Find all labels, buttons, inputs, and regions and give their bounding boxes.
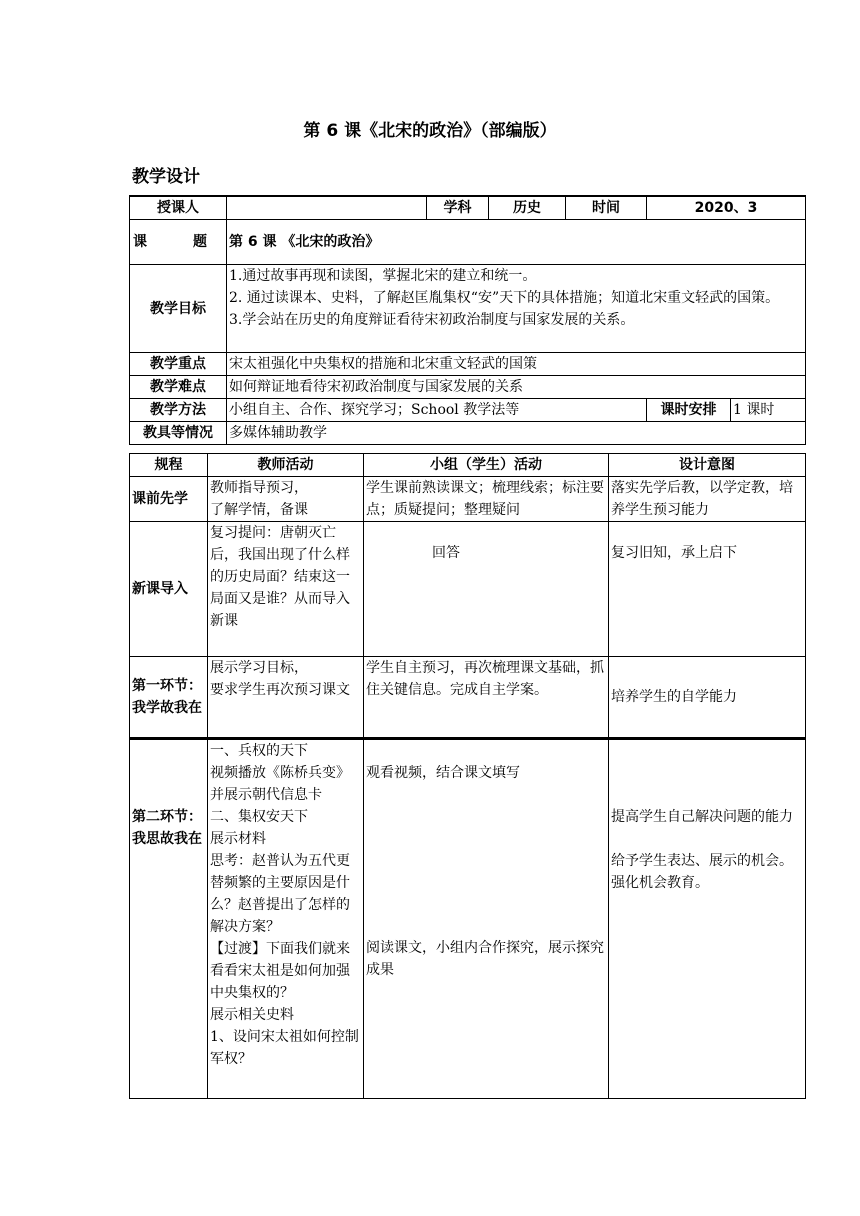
design-intent	[609, 739, 806, 1099]
teacher-activity: 复习提问：唐朝灭亡后，我国出现了什么样的历史局面？结束这一局面又是谁？从而导入新课	[208, 522, 364, 657]
document-subtitle: 教学设计	[132, 167, 200, 187]
topic-value: 第 6 课 《北宋的政治》	[227, 220, 806, 265]
design-intent-ability: 提高学生自己解决问题的能力	[611, 809, 793, 825]
student-activity-explore: 阅读课文，小组内合作探究，展示探究成果	[366, 940, 604, 978]
process-header: 规程	[130, 454, 208, 477]
stage-label: 第一环节：我学故我在	[130, 657, 208, 739]
teacher-activity: 教师指导预习， 了解学情，备课	[208, 477, 364, 522]
process-header: 教师活动	[208, 454, 364, 477]
design-intent: 落实先学后教，以学定教，培养学生预习能力	[609, 477, 806, 522]
difficulty-label: 教学难点	[130, 376, 227, 399]
subject-label: 学科	[427, 196, 489, 220]
key-value: 宋太祖强化中央集权的措施和北宋重文轻武的国策	[227, 353, 806, 376]
process-header: 设计意图	[609, 454, 806, 477]
tools-label: 教具等情况	[130, 422, 227, 445]
method-label: 教学方法	[130, 399, 227, 422]
stage-label: 课前先学	[130, 477, 208, 522]
teaching-process-table	[129, 453, 806, 1099]
stage-label: 第二环节：我思故我在	[130, 739, 208, 1099]
teacher-label: 授课人	[130, 196, 227, 220]
design-intent: 复习旧知，承上启下	[609, 522, 806, 657]
subject-value: 历史	[489, 196, 566, 220]
time-label: 时间	[566, 196, 647, 220]
goals-label: 教学目标	[130, 265, 227, 353]
design-intent-expression: 给予学生表达、展示的机会。强化机会教育。	[611, 853, 793, 891]
student-activity-video: 观看视频，结合课文填写	[366, 765, 520, 781]
student-activity	[364, 739, 609, 1099]
student-activity: 回答	[364, 522, 609, 657]
table-row	[130, 739, 806, 1099]
time-value: 2020、3	[647, 196, 806, 220]
page-title: 第 6 课《北宋的政治》（部编版）	[303, 121, 557, 141]
goal-item: 2. 通过读课本、史料，了解赵匡胤集权“安”天下的具体措施；知道北宋重文轻武的国策。	[229, 290, 780, 306]
method-value: 小组自主、合作、探究学习；School 教学法等	[227, 399, 647, 422]
table-row	[130, 522, 806, 657]
lesson-info-table	[129, 195, 806, 445]
hours-value: 1 课时	[731, 399, 806, 422]
student-activity: 学生课前熟读课文；梳理线索；标注要点；质疑提问；整理疑问	[364, 477, 609, 522]
table-row	[130, 477, 806, 522]
key-label: 教学重点	[130, 353, 227, 376]
hours-label: 课时安排	[647, 399, 731, 422]
goal-item: 3.学会站在历史的角度辩证看待宋初政治制度与国家发展的关系。	[229, 312, 635, 328]
topic-label: 课 题	[130, 220, 227, 265]
teacher-activity: 一、兵权的天下 视频播放《陈桥兵变》并展示朝代信息卡 二、集权安天下 展示材料 思考：赵普认为五代更替频繁的主要原因是什么？赵普提出了怎样的解决方案？ 【过渡】下面我们就来看看宋太祖是如何加强中央集权的？ 展示相关史料 1、设问宋太祖如何控制军权？	[208, 739, 364, 1099]
table-row	[130, 657, 806, 739]
tools-value: 多媒体辅助教学	[227, 422, 806, 445]
teacher-value	[227, 196, 427, 220]
goal-item: 1.通过故事再现和读图，掌握北宋的建立和统一。	[229, 268, 537, 284]
goals-value	[227, 265, 806, 353]
stage-label: 新课导入	[130, 522, 208, 657]
teacher-activity: 展示学习目标， 要求学生再次预习课文	[208, 657, 364, 739]
design-intent: 培养学生的自学能力	[609, 657, 806, 739]
student-activity: 学生自主预习，再次梳理课文基础，抓住关键信息。完成自主学案。	[364, 657, 609, 739]
process-header: 小组（学生）活动	[364, 454, 609, 477]
difficulty-value: 如何辩证地看待宋初政治制度与国家发展的关系	[227, 376, 806, 399]
